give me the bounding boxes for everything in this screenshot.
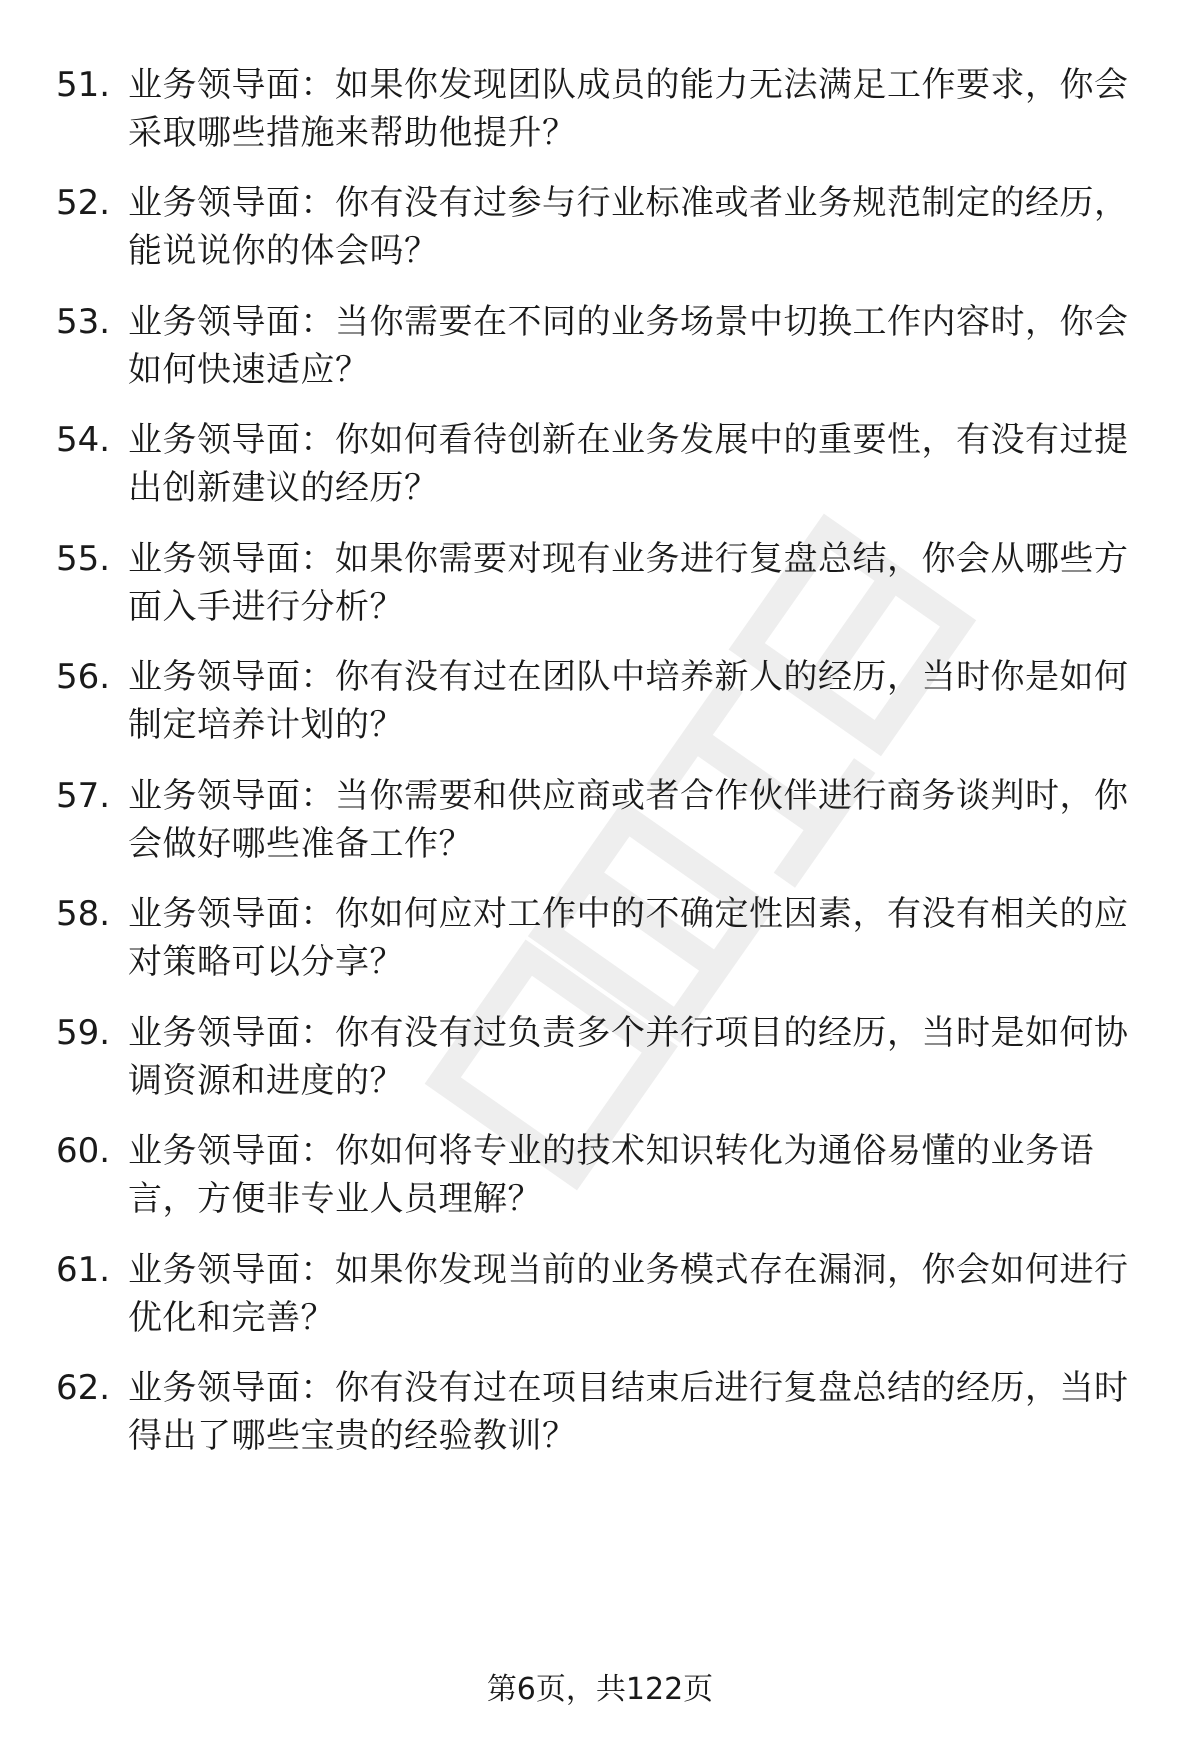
- question-number: 60.: [56, 1131, 111, 1171]
- page-number-footer: 第6页，共122页: [486, 1672, 714, 1707]
- question-text: 业务领导面：如果你需要对现有业务进行复盘总结，你会从哪些方面入手进行分析？: [128, 539, 1129, 627]
- question-number: 59.: [56, 1013, 111, 1053]
- question-number: 57.: [56, 776, 111, 816]
- question-text: 业务领导面：当你需要在不同的业务场景中切换工作内容时，你会如何快速适应？: [128, 302, 1129, 390]
- question-number: 52.: [56, 183, 111, 223]
- question-number: 61.: [56, 1250, 111, 1290]
- question-text: 业务领导面：你如何应对工作中的不确定性因素，有没有相关的应对策略可以分享？: [128, 894, 1129, 982]
- question-text: 业务领导面：如果你发现团队成员的能力无法满足工作要求，你会采取哪些措施来帮助他提升？: [128, 65, 1129, 153]
- question-number: 51.: [56, 65, 111, 105]
- question-number: 62.: [56, 1368, 111, 1408]
- question-number: 54.: [56, 420, 111, 460]
- question-number: 55.: [56, 539, 111, 579]
- question-text: 业务领导面：你有没有过在团队中培养新人的经历，当时你是如何制定培养计划的？: [128, 657, 1129, 745]
- question-text: 业务领导面：你有没有过在项目结束后进行复盘总结的经历，当时得出了哪些宝贵的经验教训？: [128, 1368, 1129, 1456]
- question-number: 56.: [56, 657, 111, 697]
- question-text: 业务领导面：你如何看待创新在业务发展中的重要性，有没有过提出创新建议的经历？: [128, 420, 1129, 508]
- question-text: 业务领导面：你有没有过负责多个并行项目的经历，当时是如何协调资源和进度的？: [128, 1013, 1129, 1101]
- question-text: 业务领导面：你如何将专业的技术知识转化为通俗易懂的业务语言，方便非专业人员理解？: [128, 1131, 1094, 1219]
- question-text: 业务领导面：你有没有过参与行业标准或者业务规范制定的经历，能说说你的体会吗？: [128, 183, 1129, 271]
- question-number: 58.: [56, 894, 111, 934]
- question-text: 业务领导面：如果你发现当前的业务模式存在漏洞，你会如何进行优化和完善？: [128, 1250, 1129, 1338]
- question-text: 业务领导面：当你需要和供应商或者合作伙伴进行商务谈判时，你会做好哪些准备工作？: [128, 776, 1129, 864]
- question-number: 53.: [56, 302, 111, 342]
